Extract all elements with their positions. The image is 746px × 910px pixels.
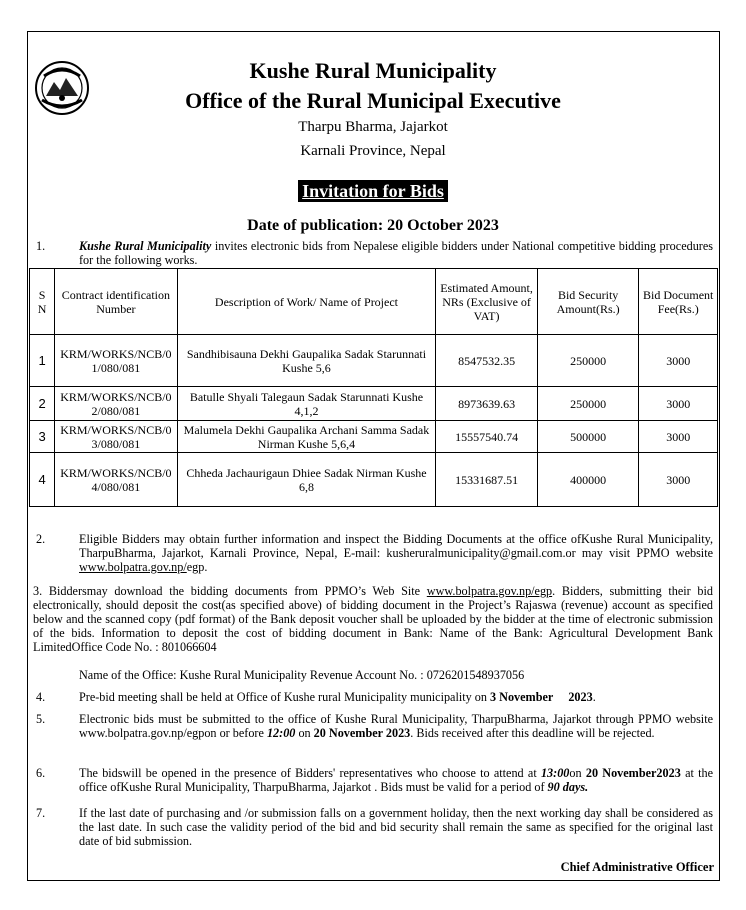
row-amount: 8973639.63 [436,387,538,421]
row-fee: 3000 [639,335,718,387]
row-sn: 3 [30,421,55,453]
para2-number: 2. [36,532,46,546]
row-fee: 3000 [639,453,718,507]
ppmo-website-link[interactable]: www.bolpatra.gov.np/ [79,560,187,574]
publication-date: Date of publication: 20 October 2023 [247,217,499,234]
row-sn: 1 [30,335,55,387]
paragraph-6 [79,766,713,794]
row-security: 250000 [537,387,639,421]
col-description: Description of Work/ Name of Project [177,269,436,335]
prebid-date: 3 November 2023 [490,690,593,704]
para3-lead: 3. Biddersmay download the bidding documents from PPMO’s Web Site [33,584,427,598]
nepal-government-emblem-icon [34,60,90,116]
bid-validity: 90 days. [547,780,589,794]
bids-table [29,268,718,507]
municipality-title: Kushe Rural Municipality [249,58,497,83]
para1-text: invites electronic bids from Nepalese eligible bidders under National competitive bidding procedures for the following works. [79,239,713,267]
row-contract-id: KRM/WORKS/NCB/02/080/081 [55,387,178,421]
signature: Chief Administrative Officer [560,860,714,874]
para5-tail: . Bids received after this deadline will be rejected. [410,726,655,740]
office-revenue-line: Name of the Office: Kushe Rural Municipality Revenue Account No. : 0726201548937056 [79,668,525,682]
address-line-1: Tharpu Bharma, Jajarkot [298,119,448,135]
para1-lead: Kushe Rural Municipality [79,239,212,253]
para6-text2: at the office ofKushe Rural Municipality, TharpuBharma, Jajarkot . Bids must be valid for a period of [79,766,714,794]
para2-tail: egp. [186,560,208,574]
submission-time: 12:00 [266,726,296,740]
paragraph-7: If the last date of purchasing and /or submission falls on a government holiday, then the next working day shall be considered as the last date. In such case the validity period of the bid and bid security shall remain the same as specified for the original last date of bid submission. [79,806,713,848]
office-title: Office of the Rural Municipal Executive [185,88,561,113]
paragraph-5 [79,712,713,740]
col-estimated-amount: Estimated Amount, NRs (Exclusive of VAT) [436,269,538,335]
row-contract-id: KRM/WORKS/NCB/04/080/081 [55,453,178,507]
address-line-2: Karnali Province, Nepal [300,143,446,159]
para6-mid: on [569,766,586,780]
col-bid-security: Bid Security Amount(Rs.) [537,269,639,335]
para5-mid: on [295,726,314,740]
opening-time: 13:00 [540,766,570,780]
row-contract-id: KRM/WORKS/NCB/03/080/081 [55,421,178,453]
notice-title: Invitation for Bids [298,180,448,202]
paragraph-3 [33,584,713,654]
table-row [30,335,718,387]
notice-heading [0,181,746,202]
row-amount: 15331687.51 [436,453,538,507]
para7-number: 7. [36,806,46,820]
table-row [30,421,718,453]
row-description: Batulle Shyali Talegaun Sadak Starunnati Kushe 4,1,2 [177,387,436,421]
paragraph-4 [79,690,713,704]
table-row [30,453,718,507]
col-sn: S N [30,269,55,335]
row-amount: 8547532.35 [436,335,538,387]
row-fee: 3000 [639,387,718,421]
para4-number: 4. [36,690,46,704]
paragraph-1 [79,239,713,267]
row-sn: 2 [30,387,55,421]
row-description: Malumela Dekhi Gaupalika Archani Samma Sadak Nirman Kushe 5,6,4 [177,421,436,453]
row-security: 400000 [537,453,639,507]
row-sn: 4 [30,453,55,507]
para5-number: 5. [36,712,46,726]
table-row [30,387,718,421]
para4-text: Pre-bid meeting shall be held at Office of Kushe rural Municipality municipality on [79,690,491,704]
para5-text: Electronic bids must be submitted to the office of Kushe Rural Municipality, TharpuBharma, Jajarkot through PPMO website www.bolpatra.gov.np/egpon or before [79,712,713,740]
para6-text: The bidswill be opened in the presence of Bidders' representatives who choose to attend at [79,766,541,780]
row-description: Sandhibisauna Dekhi Gaupalika Sadak Starunnati Kushe 5,6 [177,335,436,387]
col-document-fee: Bid Document Fee(Rs.) [639,269,718,335]
ppmo-egp-link[interactable]: www.bolpatra.gov.np/egp [426,584,553,598]
col-contract-id: Contract identification Number [55,269,178,335]
table-header-row [30,269,718,335]
para1-number: 1. [36,239,46,253]
row-description: Chheda Jachaurigaun Dhiee Sadak Nirman Kushe 6,8 [177,453,436,507]
para2-text: Eligible Bidders may obtain further information and inspect the Bidding Documents at the office ofKushe Rural Municipality, TharpuBharma, Jajarkot, Karnali Province, Nepal, E-mail: kusheruralmunicipality@gmail.com.or may visit PPMO website [79,532,713,560]
para6-number: 6. [36,766,46,780]
opening-date: 20 November2023 [585,766,681,780]
submission-date: 20 November 2023 [313,726,411,740]
row-security: 250000 [537,335,639,387]
paragraph-2 [79,532,713,574]
para3-text: . Bidders, submitting their bid electronically, should deposit the cost(as specified above) of bidding document in the Project’s Rajaswa (revenue) account as specified below and the scanned copy (pdf format) of the Bank deposit voucher shall be uploaded by the bidder at the time of electronic submission of the bids. Information to deposit the cost of bidding document in Bank: Name of the Bank: Agricultural Development Bank LimitedOffice Code No. : 801066604 [33,584,713,654]
row-security: 500000 [537,421,639,453]
para4-tail: . [592,690,596,704]
row-amount: 15557540.74 [436,421,538,453]
row-fee: 3000 [639,421,718,453]
row-contract-id: KRM/WORKS/NCB/01/080/081 [55,335,178,387]
